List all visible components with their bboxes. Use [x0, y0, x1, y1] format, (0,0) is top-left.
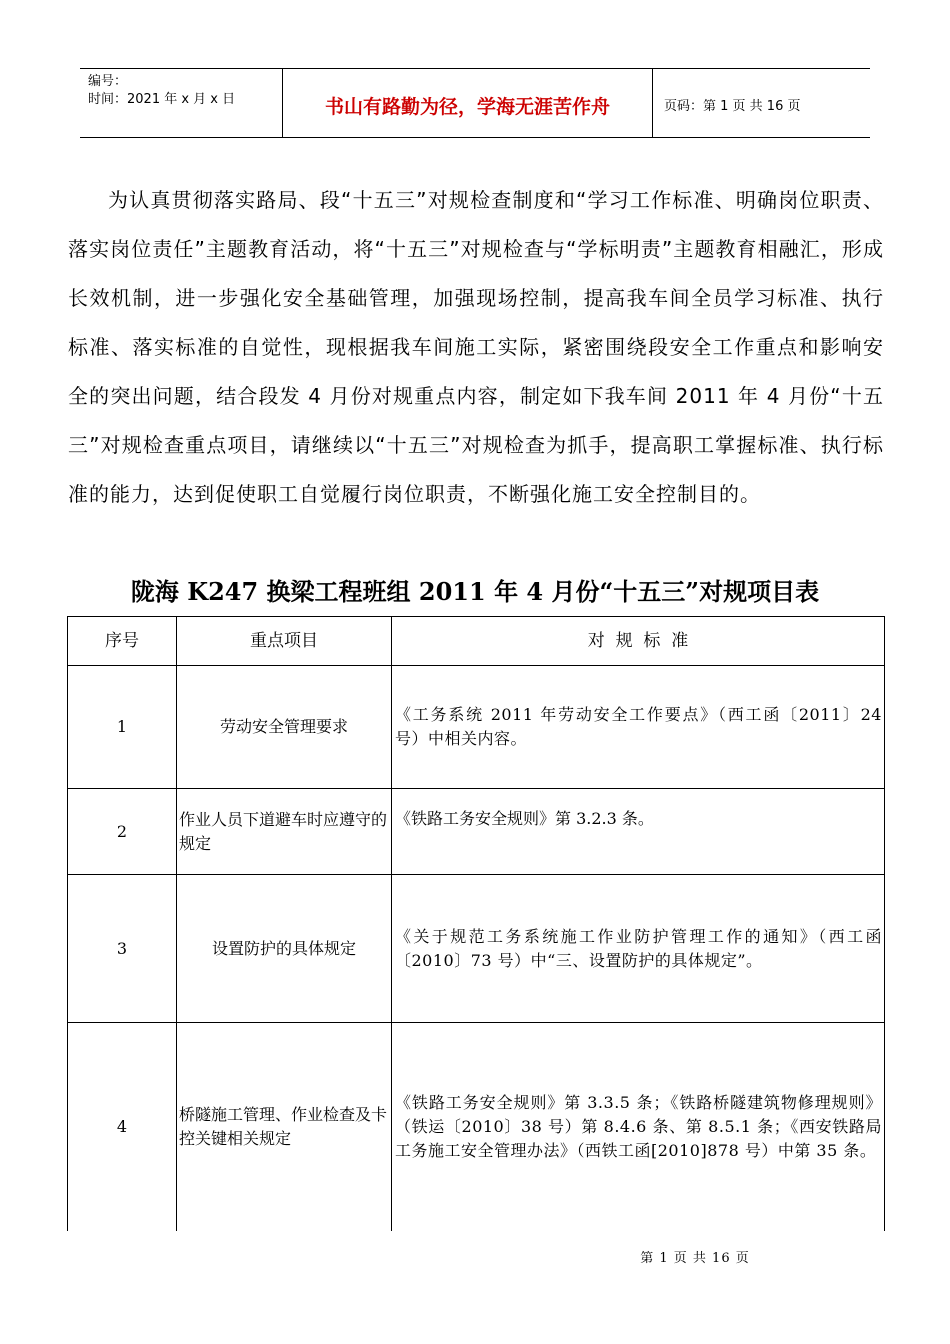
- header-meta: [80, 69, 283, 137]
- row-number: 4: [68, 1023, 177, 1231]
- header-cell-no: 序号: [68, 617, 177, 666]
- table-row: [68, 789, 885, 875]
- row-item: 劳动安全管理要求: [177, 666, 392, 789]
- table-title: 陇海 K247 换梁工程班组 2011 年 4 月份“十五三”对规项目表: [130, 577, 820, 606]
- document-header: [80, 68, 870, 138]
- table-row: [68, 875, 885, 1023]
- row-number: 2: [68, 789, 177, 875]
- header-motto: 书山有路勤为径，学海无涯苦作舟: [283, 69, 653, 137]
- row-item: 作业人员下道避车时应遵守的规定: [177, 789, 392, 875]
- row-item: 桥隧施工管理、作业检查及卡控关键相关规定: [177, 1023, 392, 1231]
- date-label: 时间：2021 年 x 月 x 日: [88, 92, 236, 107]
- page-footer: 第 1 页 共 16 页: [640, 1251, 750, 1266]
- number-label: 编号：: [88, 74, 128, 89]
- row-number: 3: [68, 875, 177, 1023]
- row-standard: 《关于规范工务系统施工作业防护管理工作的通知》（西工函〔2010〕73 号）中“三、设置防护的具体规定”。: [392, 875, 885, 1023]
- table-row: [68, 1023, 885, 1231]
- row-standard: 《铁路工务安全规则》第 3.2.3 条。: [392, 789, 885, 875]
- rules-table: [67, 616, 885, 1231]
- table-header-row: [68, 617, 885, 666]
- row-standard: 《工务系统 2011 年劳动安全工作要点》（西工函〔2011〕24 号）中相关内容。: [392, 666, 885, 789]
- row-number: 1: [68, 666, 177, 789]
- row-standard: 《铁路工务安全规则》第 3.3.5 条；《铁路桥隧建筑物修理规则》（铁运〔2010〕38 号）第 8.4.6 条、第 8.5.1 条；《西安铁路局工务施工安全管理办法》（西铁工函[2010]878 号）中第 35 条。: [392, 1023, 885, 1231]
- row-item: 设置防护的具体规定: [177, 875, 392, 1023]
- header-cell-item: 重点项目: [177, 617, 392, 666]
- table-row: [68, 666, 885, 789]
- header-page-info: 页码：第 1 页 共 16 页: [664, 98, 801, 114]
- header-cell-standard: 对 规 标 准: [392, 617, 885, 666]
- intro-paragraph: 为认真贯彻落实路局、段“十五三”对规检查制度和“学习工作标准、明确岗位职责、落实岗位责任”主题教育活动，将“十五三”对规检查与“学标明责”主题教育相融汇，形成长效机制，进一步强化安全基础管理，加强现场控制，提高我车间全员学习标准、执行标准、落实标准的自觉性，现根据我车间施工实际，紧密围绕段安全工作重点和影响安全的突出问题，结合段发 4 月份对规重点内容，制定如下我车间 2011 年 4 月份“十五三”对规检查重点项目，请继续以“十五三”对规检查为抓手，提高职工掌握标准、执行标准的能力，达到促使职工自觉履行岗位职责，不断强化施工安全控制目的。: [68, 188, 884, 506]
